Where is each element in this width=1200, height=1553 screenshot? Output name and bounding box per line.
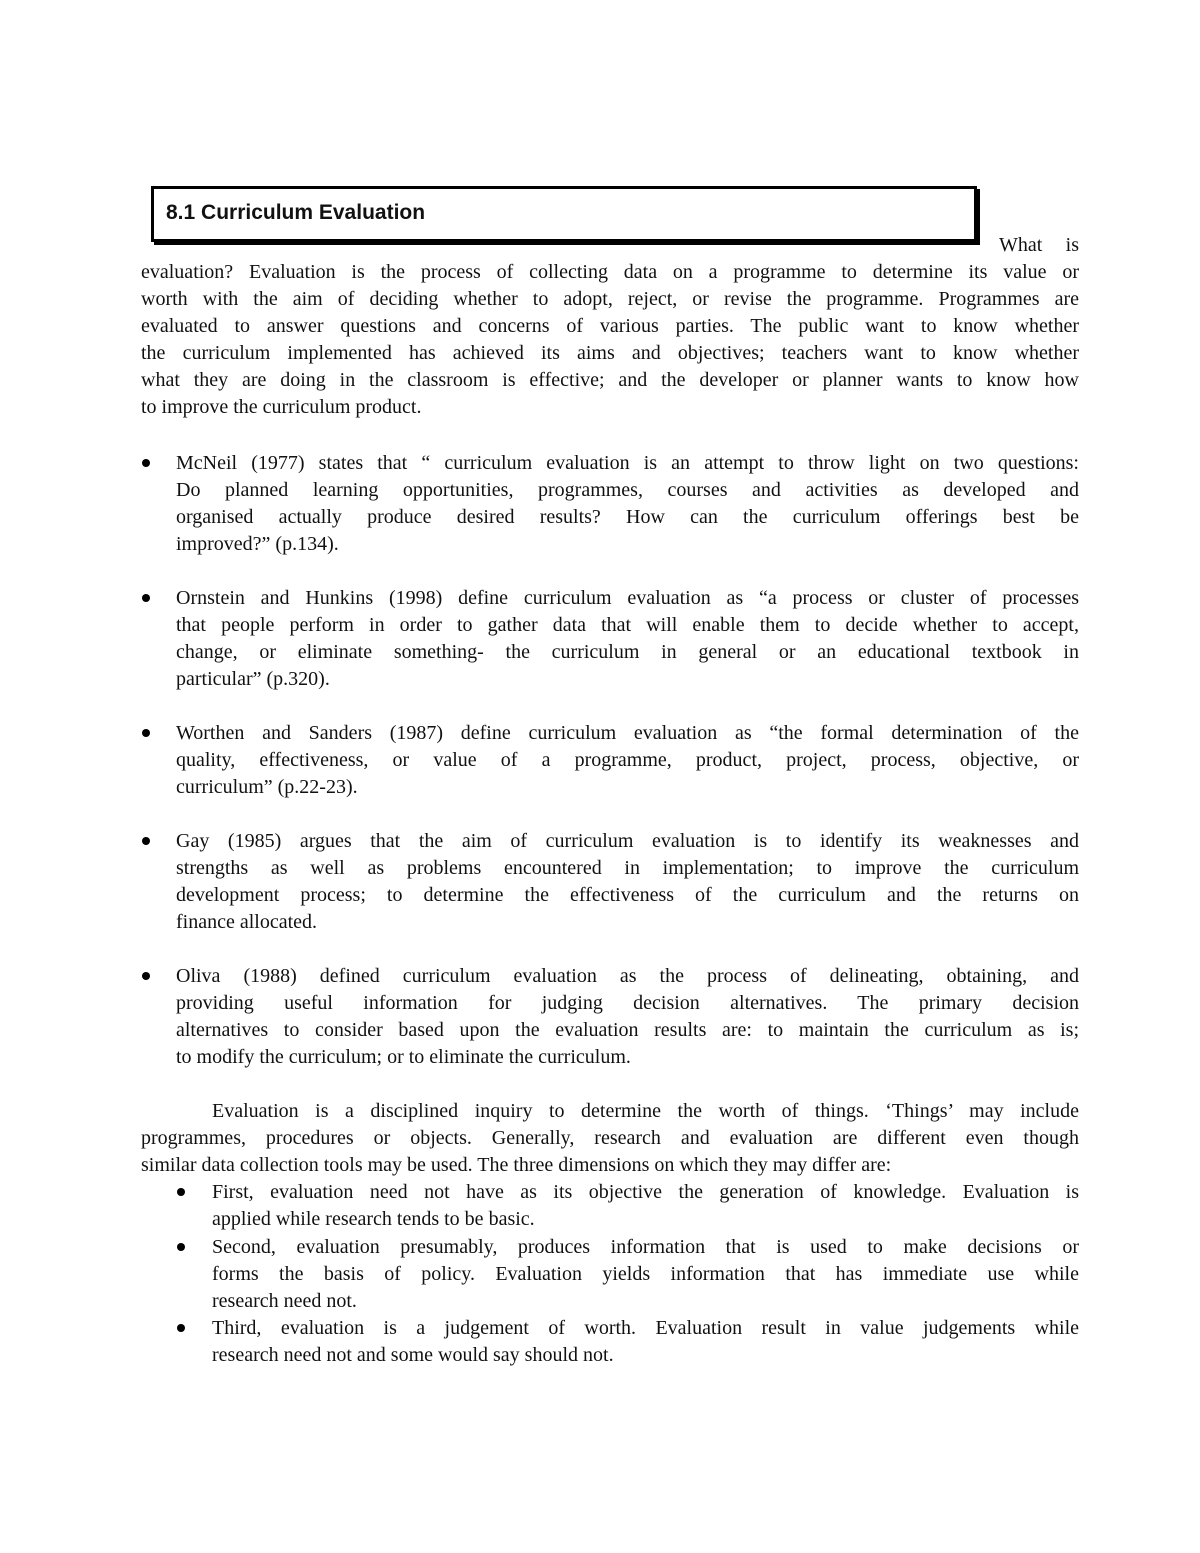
text-line: to modify the curriculum; or to eliminate the curriculum. [176,1046,631,1068]
text-line: Third, evaluation is a judgement of worth. Evaluation result in value judgements while [212,1317,1079,1339]
text-line: to improve the curriculum product. [141,396,422,418]
text-line: What is [999,234,1079,256]
text-line: Gay (1985) argues that the aim of curriculum evaluation is to identify its weaknesses and [176,830,1079,852]
text-line: evaluated to answer questions and concerns of various parties. The public want to know whether [141,315,1079,337]
text-line: curriculum” (p.22-23). [176,776,358,798]
bullet-icon [142,837,150,845]
text-line: change, or eliminate something- the curriculum in general or an educational textbook in [176,641,1079,663]
bullet-icon [177,1243,185,1251]
text-line: worth with the aim of deciding whether to adopt, reject, or revise the programme. Programmes are [141,288,1079,310]
text-line: Do planned learning opportunities, programmes, courses and activities as developed and [176,479,1079,501]
text-line: particular” (p.320). [176,668,330,690]
bullet-icon [142,459,150,467]
text-line: the curriculum implemented has achieved its aims and objectives; teachers want to know whether [141,342,1079,364]
text-line: finance allocated. [176,911,318,933]
bullet-icon [142,594,150,602]
section-heading: 8.1 Curriculum Evaluation [166,201,426,224]
section-heading-box [151,186,977,242]
inquiry-paragraph [141,1098,1079,1179]
text-line: strengths as well as problems encountered in implementation; to improve the curriculum [176,857,1079,879]
text-line: providing useful information for judging decision alternatives. The primary decision [176,992,1079,1014]
text-line: First, evaluation need not have as its objective the generation of knowledge. Evaluation is [212,1181,1079,1203]
dimension-item [212,1234,1079,1315]
text-line: Second, evaluation presumably, produces information that is used to make decisions or [212,1236,1079,1258]
text-line: evaluation? Evaluation is the process of collecting data on a programme to determine its value or [141,261,1079,283]
definition-item [176,450,1079,558]
text-line: similar data collection tools may be used. The three dimensions on which they may differ are: [141,1154,892,1176]
text-line: research need not. [212,1290,357,1312]
dimension-item [212,1179,1079,1233]
text-line: Evaluation is a disciplined inquiry to determine the worth of things. ‘Things’ may include [212,1100,1079,1122]
bullet-icon [142,972,150,980]
text-line: research need not and some would say should not. [212,1344,614,1366]
text-line: Oliva (1988) defined curriculum evaluation as the process of delineating, obtaining, and [176,965,1079,987]
text-line: Ornstein and Hunkins (1998) define curriculum evaluation as “a process or cluster of processes [176,587,1079,609]
bullet-icon [177,1188,185,1196]
definition-item [176,585,1079,693]
intro-paragraph [141,259,1079,421]
dimension-item [212,1315,1079,1369]
text-line: Worthen and Sanders (1987) define curriculum evaluation as “the formal determination of the [176,722,1079,744]
bullet-icon [177,1324,185,1332]
text-line: forms the basis of policy. Evaluation yields information that has immediate use while [212,1263,1079,1285]
text-line: development process; to determine the effectiveness of the curriculum and the returns on [176,884,1079,906]
text-line: what they are doing in the classroom is effective; and the developer or planner wants to know how [141,369,1079,391]
text-line: that people perform in order to gather data that will enable them to decide whether to accept, [176,614,1079,636]
text-line: applied while research tends to be basic. [212,1208,535,1230]
text-line: programmes, procedures or objects. Generally, research and evaluation are different even though [141,1127,1079,1149]
definition-item [176,720,1079,801]
intro-first-line [999,232,1079,259]
bullet-icon [142,729,150,737]
definition-item [176,963,1079,1071]
text-line: McNeil (1977) states that “ curriculum evaluation is an attempt to throw light on two questions: [176,452,1079,474]
text-line: improved?” (p.134). [176,533,339,555]
definition-item [176,828,1079,936]
text-line: alternatives to consider based upon the evaluation results are: to maintain the curriculum as is; [176,1019,1079,1041]
text-line: quality, effectiveness, or value of a programme, product, project, process, objective, or [176,749,1079,771]
text-line: organised actually produce desired results? How can the curriculum offerings best be [176,506,1079,528]
